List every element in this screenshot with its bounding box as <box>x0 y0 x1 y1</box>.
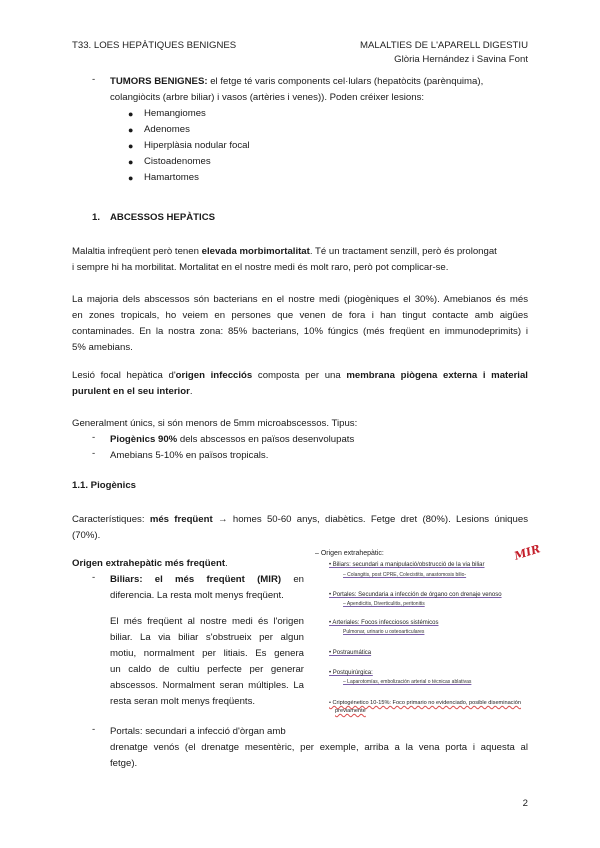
biliars-dash: - <box>92 572 96 583</box>
paragraph-5: Característiques: més freqüent → homes 50-60 anys, diabètics. Fetge dret (80%). Lesions úniques (70%). <box>72 514 528 541</box>
list-item: ● Cistoadenomes <box>128 154 250 170</box>
section11-title: 1.1. Piogènics <box>72 480 136 491</box>
portals-block: Portals: secundari a infecció d'òrgan amb drenatge venós (el drenatge mesentèric, per exemple, arriba a la vena porta i aquesta al fetge). <box>110 726 528 769</box>
paragraph-3: Lesió focal hepàtica d'origen infecciós composta per una membrana piògena externa i material purulent en el seu interior. <box>72 370 528 397</box>
slide-portales-sub: – Apendicitis, Diverticulitis, peritonitis <box>343 601 425 607</box>
biliars-block: Biliars: el més freqüent (MIR) en diferencia. La resta molt menys freqüent. <box>110 574 304 601</box>
list-item: ● Hemangiomes <box>128 106 250 122</box>
slide-portales: • Portales: Secundaria a infección de órgano con drenaje venoso <box>329 592 502 598</box>
mir-stamp: MIR <box>512 542 542 563</box>
origen-title: Origen extrahepàtic més freqüent. <box>72 558 228 569</box>
header-course: MALALTIES DE L'APARELL DIGESTIU <box>360 40 528 51</box>
page-number: 2 <box>522 798 528 809</box>
bullet-icon: ● <box>128 157 134 167</box>
list-item: ● Adenomes <box>128 122 250 138</box>
bullet-icon: ● <box>128 125 134 135</box>
embedded-slide <box>315 550 553 720</box>
section1-title: ABCESSOS HEPÀTICS <box>110 212 216 223</box>
paragraph-4: Generalment únics, si són menors de 5mm microabscessos. Tipus: <box>72 418 358 429</box>
slide-criptogenetico: • Criptogénetico 10-15%: Foco primario no evidenciado, posible diseminación <box>329 700 521 706</box>
slide-criptogenetico-cont: previamente <box>335 708 366 714</box>
header-title: T33. LOES HEPÀTIQUES BENIGNES <box>72 40 237 51</box>
slide-postquirurgica: • Postquirúrgica: <box>329 670 373 676</box>
slide-postraumatica: • Postraumática <box>329 650 372 656</box>
type-dash: - <box>92 448 96 459</box>
slide-biliars-sub: – Colangitis, post CPRE, Colecistitis, anastomosis bilio- <box>343 572 467 578</box>
bullet-icon: ● <box>128 141 134 151</box>
type-dash: - <box>92 432 96 443</box>
header-authors: Glòria Hernández i Savina Font <box>394 54 528 65</box>
section1-number: 1. <box>92 212 101 223</box>
tumors-dash: - <box>92 74 96 85</box>
list-item: Amebians 5-10% en països tropicals. <box>110 450 269 461</box>
slide-title: – Origen extrahepàtic: <box>315 550 384 557</box>
tumors-block <box>110 74 528 106</box>
tumors-line2: colangiòcits (arbre biliar) i vasos (artèries i venes)). Poden créixer lesions: <box>110 92 425 103</box>
slide-arteriales-sub: Pulmonar, urinario u osteoarticulares <box>343 629 425 635</box>
biliars-detail: El més freqüent al nostre medi és l'origen biliar. La via biliar s'obstrueix per algun motiu, normalment per litiais. Es genera un caldo de cultiu perfecte per generar abscessos. Normalment seran múltiples. La resta seran molt menys freqüents. <box>110 616 304 707</box>
list-item: Piogènics 90% dels abscessos en països desenvolupats <box>110 434 355 445</box>
slide-postquirurgica-sub: – Laparotomías, embolización arterial o técnicas ablativas <box>343 679 472 685</box>
bullet-icon: ● <box>128 173 134 183</box>
tumors-list <box>128 106 250 186</box>
tumors-title: TUMORS BENIGNES: <box>110 76 208 87</box>
tumors-line1: el fetge té varis components cel·lulars (hepatòcits (parènquima), <box>207 76 484 87</box>
paragraph-1: Malaltia infreqüent però tenen elevada morbimortalitat. Té un tractament senzill, però és prolongat i sempre hi ha morbilitat. Mortalitat en el nostre medi és molt raro, però pot complicar-se. <box>72 246 497 273</box>
paragraph-2: La majoria dels abscessos són bacterians en el nostre medi (piogèniques el 30%). Amebianos és més en zones tropicals, ho veiem en persones que venen de fora i han tingut contacte amb aigües contaminades. En la nostra zona: 85% bacterians, 10% fúngics (més freqüent en immunodeprimits) i 5% amebians. <box>72 294 528 353</box>
slide-biliars: • Biliars: secundari a manipulació/obstrucció de la via biliar <box>329 562 485 568</box>
list-item: ● Hiperplàsia nodular focal <box>128 138 250 154</box>
list-item: ● Hamartomes <box>128 170 250 186</box>
bullet-icon: ● <box>128 109 134 119</box>
slide-arteriales: • Arteriales: Focos infecciosos sistémicos <box>329 620 439 626</box>
portals-dash: - <box>92 724 96 735</box>
